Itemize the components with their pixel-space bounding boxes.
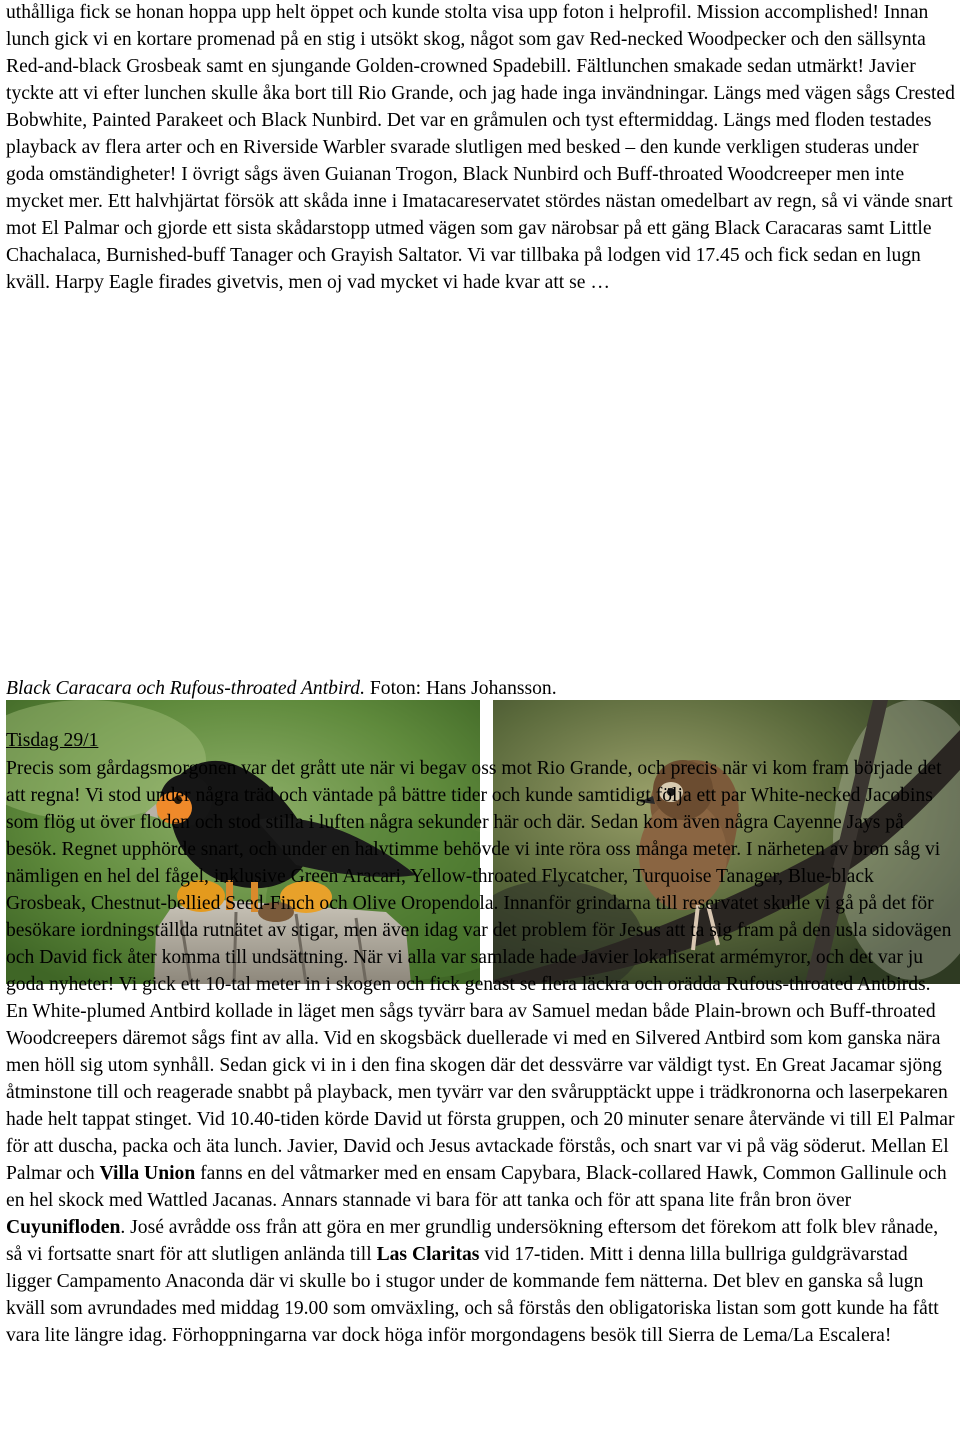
caption-credit: Foton: Hans Johansson.: [365, 678, 557, 699]
paragraph-2-part-1: Precis som gårdagsmorgonen var det grått ute när vi begav oss mot Rio Grande, och precis när vi kom fram började det att regna! Vi stod under några träd och väntade på bättre tider och kunde samtidigt följa ett par White-necked Jacobins som flög ut över floden och stod stilla i luften några sekunder här och där. Sedan kom även några Cayenne Jays på besök. Regnet upphörde snart, och under en halvtimme behövde vi inte röra oss många meter. I närheten av bron såg vi nämligen en hel del fågel, inklusive Green Aracari, Yellow-throated Flycatcher, Turquoise Tanager, Blue-black Grosbeak, Chestnut-bellied Seed-Finch och Olive Oropendola. Innanför grindarna till reservatet skulle vi gå på det för besökare iordningställda rutnätet av stigar, men även idag var det problem för Jesus att ta sig fram på den usla sidovägen och David fick åter komma till undsättning. När vi alla var samlade hade Javier lokaliserat armémyror, och det var ju goda nyheter! Vi gick ett 10-tal meter in i skogen och fick genast se flera läckra och orädda Rufous-throated Antbirds. En White-plumed Antbird kollade in läget men sågs tyvärr bara av Samuel medan både Plain-brown och Buff-throated Woodcreepers däremot sågs fint av alla. Vid en skogsbäck duellerade vi med en Silvered Antbird som kom ganska nära men höll sig utom synhåll. Sedan gick vi in i den fina skogen där det dessvärre var väldigt tyst. En Great Jacamar sjöng åtminstone till och reagerade snabbt på playback, men tyvärr var den svårupptäckt uppe i trädkronorna och laserpekaren hade helt tappat stinget. Vid 10.40-tiden körde David ut första gruppen, och 20 minuter senare återvände vi till El Palmar för att duscha, packa och äta lunch. Javier, David och Jesus avtackade förstås, och snart var vi på väg söderut. Mellan El Palmar och: [6, 758, 955, 1184]
paragraph-2-part-2: fanns en del våtmarker med en ensam Capybara, Black-collared Hawk, Common Gallinule och en hel skock med Wattled Jacanas. Annars stannade vi bara för att tanka och för att spana lite från bron över: [6, 1163, 947, 1211]
paragraph-2-part-4: vid 17-tiden. Mitt i denna lilla bullriga guldgrävarstad ligger Campamento Anaconda där vi skulle bo i stugor under de kommande fem nätterna. Det blev en ganska så lugn kväll som avrundades med middag 19.00 som omväxling, och så förstås den obligatoriska listan som gott kunde ha fått vara lite längre idag. Förhoppningarna var dock höga inför morgondagens besök till Sierra de Lema/La Escalera!: [6, 1244, 939, 1346]
paragraph-2: [6, 755, 956, 1349]
place-villa-union: Villa Union: [99, 1163, 196, 1184]
section-heading: Tisdag 29/1: [6, 730, 99, 751]
place-cuyunifloden: Cuyunifloden: [6, 1217, 121, 1238]
caption-species: Black Caracara och Rufous-throated Antbird.: [6, 678, 366, 699]
place-las-claritas: Las Claritas: [376, 1244, 480, 1265]
paragraph-2-part-3: . José avrådde oss från att göra en mer grundlig undersökning eftersom det förekom att folk blev rånade, så vi fortsatte snart för att slutligen anlända till: [6, 1217, 939, 1265]
photo-caption: [6, 677, 557, 701]
paragraph-1: uthålliga fick se honan hoppa upp helt öppet och kunde stolta visa upp foton i helprofil. Mission accomplished! Innan lunch gick vi en kortare promenad på en stig i utsökt skog, något som gav Red-necked Woodpecker och den sällsynta Red-and-black Grosbeak samt en sjungande Golden-crowned Spadebill. Fältlunchen smakade sedan utmärkt! Javier tyckte att vi efter lunchen skulle åka bort till Rio Grande, och jag hade inga invändningar. Längs med vägen sågs Crested Bobwhite, Painted Parakeet och Black Nunbird. Det var en gråmulen och tyst eftermiddag. Längs med floden testades playback av flera arter och en Riverside Warbler svarade slutligen med besked – den kunde verkligen studeras under goda omständigheter! I övrigt sågs även Guianan Trogon, Black Nunbird och Buff-throated Woodcreeper men inte mycket mer. Ett halvhjärtat försök att skåda inne i Imatacareservatet stördes nästan omedelbart av regn, så vi vände snart mot El Palmar och gjorde ett sista skådarstopp utmed vägen som gav närobsar på ett gäng Black Caracaras samt Little Chachalaca, Burnished-buff Tanager och Grayish Saltator. Vi var tillbaka på lodgen vid 17.45 och fick sedan en lugn kväll. Harpy Eagle firades givetvis, men oj vad mycket vi hade kvar att se …: [6, 2, 955, 293]
